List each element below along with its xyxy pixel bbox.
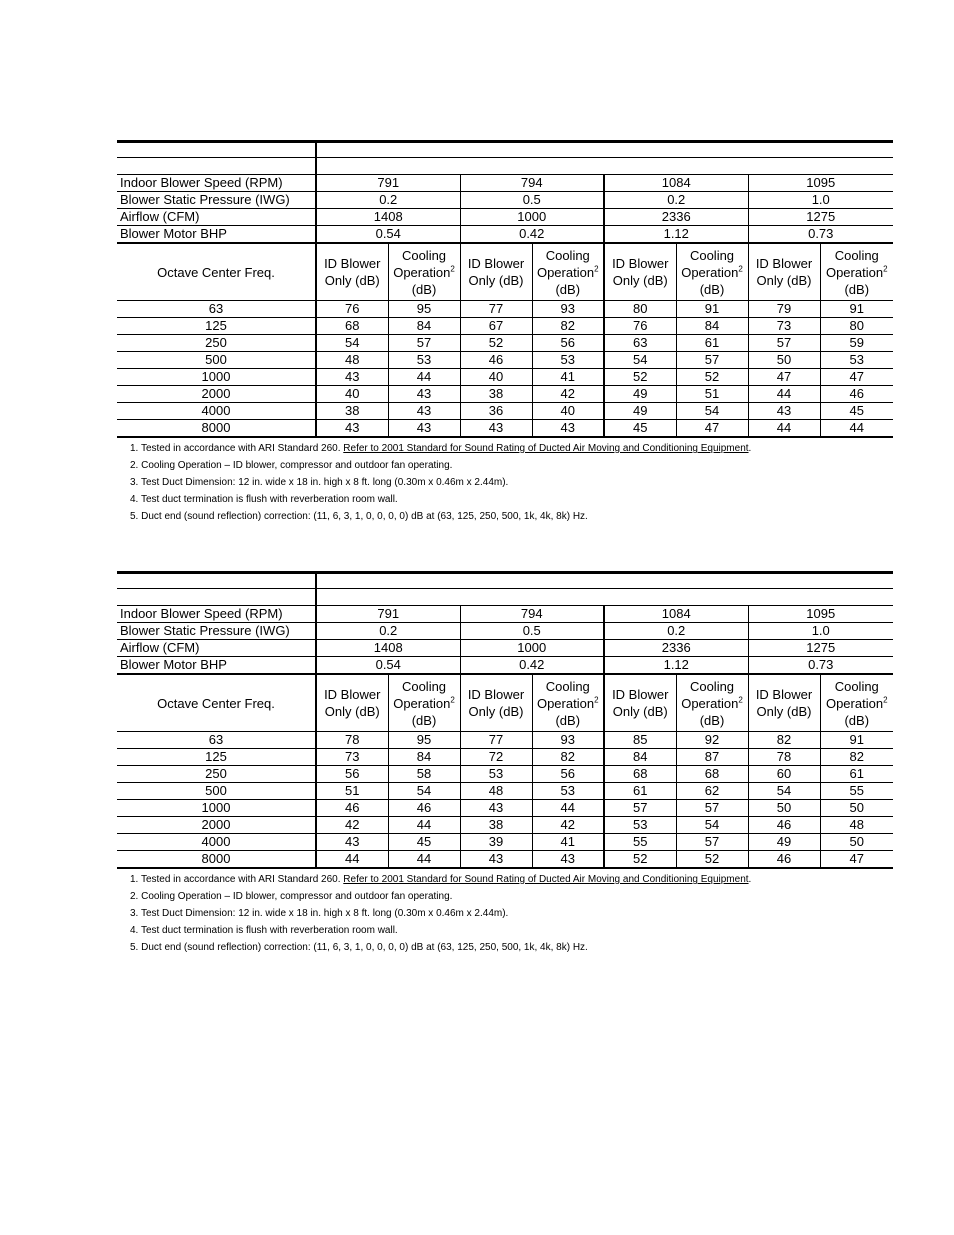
- sound-level-value: 78: [316, 732, 388, 749]
- info-value: 2336: [604, 209, 748, 226]
- sound-level-value: 93: [532, 301, 604, 318]
- blank-cell: [316, 589, 893, 606]
- id-blower-only-header: ID Blower Only (dB): [460, 243, 532, 301]
- info-value: 1095: [748, 606, 893, 623]
- id-blower-only-header: ID Blower Only (dB): [460, 674, 532, 732]
- sound-level-value: 68: [604, 766, 676, 783]
- sound-table-2: [117, 571, 893, 869]
- sound-level-value: 63: [604, 335, 676, 352]
- sound-level-value: 52: [676, 851, 748, 869]
- table-row: [117, 403, 893, 420]
- sound-level-value: 53: [532, 352, 604, 369]
- sound-level-value: 73: [316, 749, 388, 766]
- sound-level-value: 46: [748, 817, 820, 834]
- table-row: [117, 783, 893, 800]
- sound-level-value: 51: [316, 783, 388, 800]
- sound-level-value: 45: [604, 420, 676, 438]
- sound-level-value: 54: [388, 783, 460, 800]
- info-value: 0.5: [460, 623, 604, 640]
- info-value: 0.42: [460, 657, 604, 675]
- note-3: 3. Test Duct Dimension: 12 in. wide x 18 in. high x 8 ft. long (0.30m x 0.46m x 2.44m).: [130, 477, 509, 488]
- sound-level-value: 57: [676, 834, 748, 851]
- info-value: 0.54: [316, 226, 460, 244]
- sound-level-value: 40: [460, 369, 532, 386]
- sound-level-value: 44: [388, 851, 460, 869]
- info-row: [117, 192, 893, 209]
- info-value: 0.54: [316, 657, 460, 675]
- sound-table-2-block: [117, 571, 893, 956]
- sound-level-value: 44: [532, 800, 604, 817]
- sound-level-value: 47: [676, 420, 748, 438]
- sound-level-value: 50: [748, 352, 820, 369]
- sound-level-value: 52: [676, 369, 748, 386]
- standard-reference-link[interactable]: Refer to 2001 Standard for Sound Rating of Ducted Air Moving and Conditioning Equipment: [343, 874, 749, 885]
- note-4: 4. Test duct termination is flush with reverberation room wall.: [130, 925, 398, 936]
- sound-level-value: 53: [460, 766, 532, 783]
- sound-level-value: 57: [388, 335, 460, 352]
- info-value: 0.5: [460, 192, 604, 209]
- sound-level-value: 76: [604, 318, 676, 335]
- table-row: [117, 749, 893, 766]
- sound-level-value: 55: [604, 834, 676, 851]
- sound-level-value: 82: [748, 732, 820, 749]
- sound-level-value: 43: [316, 420, 388, 438]
- octave-frequency: 1000: [117, 800, 316, 817]
- sound-level-value: 42: [316, 817, 388, 834]
- sound-level-value: 77: [460, 301, 532, 318]
- sound-level-value: 51: [676, 386, 748, 403]
- sound-level-value: 36: [460, 403, 532, 420]
- sound-level-value: 45: [388, 834, 460, 851]
- table-row: [117, 732, 893, 749]
- sound-level-value: 82: [532, 318, 604, 335]
- sound-level-value: 82: [820, 749, 893, 766]
- cooling-operation-header: Cooling Operation$^2$ (dB): [388, 243, 460, 301]
- sound-level-value: 49: [604, 403, 676, 420]
- sound-level-value: 57: [748, 335, 820, 352]
- info-label: Blower Motor BHP: [117, 657, 316, 675]
- sound-level-value: 55: [820, 783, 893, 800]
- sound-level-value: 47: [748, 369, 820, 386]
- cooling-operation-header: Cooling Operation$^2$ (dB): [532, 674, 604, 732]
- table-row: [117, 851, 893, 869]
- sound-data-table: [117, 571, 893, 869]
- octave-frequency: 125: [117, 749, 316, 766]
- info-row: [117, 226, 893, 244]
- info-value: 1.0: [748, 623, 893, 640]
- info-label: Blower Motor BHP: [117, 226, 316, 244]
- id-blower-only-header: ID Blower Only (dB): [316, 674, 388, 732]
- sound-level-value: 43: [388, 386, 460, 403]
- sound-level-value: 82: [532, 749, 604, 766]
- info-value: 1.12: [604, 226, 748, 244]
- sound-level-value: 52: [604, 369, 676, 386]
- sound-level-value: 76: [316, 301, 388, 318]
- sound-level-value: 84: [388, 749, 460, 766]
- octave-frequency: 250: [117, 766, 316, 783]
- id-blower-only-header: ID Blower Only (dB): [604, 243, 676, 301]
- table-row: [117, 817, 893, 834]
- info-row: [117, 175, 893, 192]
- standard-reference-link[interactable]: Refer to 2001 Standard for Sound Rating of Ducted Air Moving and Conditioning Equipment: [343, 443, 749, 454]
- sound-level-value: 44: [388, 817, 460, 834]
- sound-level-value: 95: [388, 732, 460, 749]
- octave-frequency: 4000: [117, 403, 316, 420]
- sound-level-value: 45: [820, 403, 893, 420]
- sound-level-value: 46: [316, 800, 388, 817]
- sound-level-value: 84: [676, 318, 748, 335]
- table-row: [117, 352, 893, 369]
- octave-frequency: 4000: [117, 834, 316, 851]
- sound-level-value: 43: [460, 420, 532, 438]
- sound-level-value: 92: [676, 732, 748, 749]
- sound-level-value: 93: [532, 732, 604, 749]
- id-blower-only-header: ID Blower Only (dB): [748, 674, 820, 732]
- table-row: [117, 318, 893, 335]
- info-row: [117, 623, 893, 640]
- column-header-row: [117, 674, 893, 732]
- info-label: Indoor Blower Speed (RPM): [117, 175, 316, 192]
- sound-level-value: 41: [532, 369, 604, 386]
- cooling-operation-header: Cooling Operation$^2$ (dB): [820, 243, 893, 301]
- blank-cell: [316, 573, 893, 589]
- octave-frequency: 63: [117, 732, 316, 749]
- info-label: Blower Static Pressure (IWG): [117, 623, 316, 640]
- info-value: 2336: [604, 640, 748, 657]
- octave-frequency: 2000: [117, 386, 316, 403]
- info-value: 0.2: [316, 623, 460, 640]
- sound-level-value: 72: [460, 749, 532, 766]
- sound-level-value: 46: [460, 352, 532, 369]
- sound-level-value: 53: [604, 817, 676, 834]
- column-header-row: [117, 243, 893, 301]
- sound-level-value: 43: [748, 403, 820, 420]
- sound-level-value: 49: [748, 834, 820, 851]
- info-value: 1275: [748, 640, 893, 657]
- sound-level-value: 44: [748, 420, 820, 438]
- info-value: 0.2: [316, 192, 460, 209]
- note-1: 1. Tested in accordance with ARI Standard 260. Refer to 2001 Standard for Sound Rating of Ducted Air Moving and Conditioning Equipment.: [130, 443, 752, 454]
- info-value: 1084: [604, 175, 748, 192]
- sound-level-value: 84: [388, 318, 460, 335]
- sound-level-value: 50: [820, 834, 893, 851]
- table-row: [117, 420, 893, 438]
- octave-center-freq-header: Octave Center Freq.: [117, 674, 316, 732]
- cooling-operation-header: Cooling Operation$^2$ (dB): [388, 674, 460, 732]
- sound-level-value: 47: [820, 851, 893, 869]
- sound-level-value: 40: [316, 386, 388, 403]
- sound-level-value: 77: [460, 732, 532, 749]
- id-blower-only-header: ID Blower Only (dB): [604, 674, 676, 732]
- table-2-notes: [130, 871, 893, 956]
- sound-level-value: 48: [820, 817, 893, 834]
- info-value: 791: [316, 606, 460, 623]
- blank-cell: [316, 142, 893, 158]
- table-row: [117, 766, 893, 783]
- sound-level-value: 44: [316, 851, 388, 869]
- info-value: 1095: [748, 175, 893, 192]
- sound-level-value: 43: [316, 834, 388, 851]
- info-label: Indoor Blower Speed (RPM): [117, 606, 316, 623]
- sound-level-value: 54: [604, 352, 676, 369]
- sound-level-value: 40: [532, 403, 604, 420]
- octave-frequency: 8000: [117, 851, 316, 869]
- sound-level-value: 80: [604, 301, 676, 318]
- sound-level-value: 48: [460, 783, 532, 800]
- sound-level-value: 95: [388, 301, 460, 318]
- sound-level-value: 91: [820, 301, 893, 318]
- info-value: 1.12: [604, 657, 748, 675]
- info-value: 1275: [748, 209, 893, 226]
- sound-level-value: 57: [676, 352, 748, 369]
- info-value: 1000: [460, 209, 604, 226]
- sound-level-value: 43: [460, 851, 532, 869]
- sound-level-value: 43: [532, 420, 604, 438]
- octave-frequency: 250: [117, 335, 316, 352]
- table-row: [117, 386, 893, 403]
- info-value: 1.0: [748, 192, 893, 209]
- sound-level-value: 43: [316, 369, 388, 386]
- sound-level-value: 54: [748, 783, 820, 800]
- blank-cell: [117, 158, 316, 175]
- note-2: 2. Cooling Operation – ID blower, compressor and outdoor fan operating.: [130, 460, 453, 471]
- sound-level-value: 79: [748, 301, 820, 318]
- octave-frequency: 500: [117, 352, 316, 369]
- sound-level-value: 44: [388, 369, 460, 386]
- sound-level-value: 78: [748, 749, 820, 766]
- sound-level-value: 54: [316, 335, 388, 352]
- sound-level-value: 43: [388, 420, 460, 438]
- octave-frequency: 63: [117, 301, 316, 318]
- sound-level-value: 61: [676, 335, 748, 352]
- octave-center-freq-header: Octave Center Freq.: [117, 243, 316, 301]
- octave-frequency: 125: [117, 318, 316, 335]
- sound-level-value: 38: [460, 386, 532, 403]
- info-row: [117, 209, 893, 226]
- sound-level-value: 50: [748, 800, 820, 817]
- sound-level-value: 57: [676, 800, 748, 817]
- sound-table-1-block: [117, 140, 893, 525]
- sound-level-value: 43: [532, 851, 604, 869]
- sound-level-value: 87: [676, 749, 748, 766]
- sound-level-value: 68: [676, 766, 748, 783]
- table-row: [117, 369, 893, 386]
- sound-level-value: 56: [532, 766, 604, 783]
- sound-level-value: 67: [460, 318, 532, 335]
- sound-level-value: 62: [676, 783, 748, 800]
- sound-level-value: 46: [748, 851, 820, 869]
- cooling-operation-header: Cooling Operation$^2$ (dB): [676, 243, 748, 301]
- sound-level-value: 91: [820, 732, 893, 749]
- sound-level-value: 80: [820, 318, 893, 335]
- info-value: 0.73: [748, 226, 893, 244]
- octave-frequency: 500: [117, 783, 316, 800]
- table-1-notes: [130, 440, 893, 525]
- sound-level-value: 49: [604, 386, 676, 403]
- sound-level-value: 91: [676, 301, 748, 318]
- sound-level-value: 38: [316, 403, 388, 420]
- sound-level-value: 53: [532, 783, 604, 800]
- blank-cell: [117, 573, 316, 589]
- info-value: 794: [460, 175, 604, 192]
- sound-level-value: 56: [316, 766, 388, 783]
- info-value: 1000: [460, 640, 604, 657]
- table-row: [117, 834, 893, 851]
- sound-level-value: 59: [820, 335, 893, 352]
- note-4: 4. Test duct termination is flush with reverberation room wall.: [130, 494, 398, 505]
- sound-level-value: 53: [820, 352, 893, 369]
- info-value: 0.42: [460, 226, 604, 244]
- sound-level-value: 56: [532, 335, 604, 352]
- sound-level-value: 46: [388, 800, 460, 817]
- info-value: 0.2: [604, 623, 748, 640]
- sound-level-value: 39: [460, 834, 532, 851]
- sound-level-value: 57: [604, 800, 676, 817]
- sound-level-value: 41: [532, 834, 604, 851]
- sound-level-value: 44: [820, 420, 893, 438]
- info-value: 791: [316, 175, 460, 192]
- blank-cell: [316, 158, 893, 175]
- id-blower-only-header: ID Blower Only (dB): [748, 243, 820, 301]
- cooling-operation-header: Cooling Operation$^2$ (dB): [676, 674, 748, 732]
- octave-frequency: 2000: [117, 817, 316, 834]
- sound-level-value: 61: [604, 783, 676, 800]
- sound-level-value: 53: [388, 352, 460, 369]
- sound-level-value: 52: [604, 851, 676, 869]
- sound-table-1: [117, 140, 893, 438]
- sound-level-value: 61: [820, 766, 893, 783]
- info-row: [117, 640, 893, 657]
- sound-level-value: 85: [604, 732, 676, 749]
- note-5: 5. Duct end (sound reflection) correction: (11, 6, 3, 1, 0, 0, 0, 0) dB at (63, 125, 250, 500, 1k, 4k, 8k) Hz.: [130, 511, 588, 522]
- sound-level-value: 38: [460, 817, 532, 834]
- info-value: 0.73: [748, 657, 893, 675]
- sound-level-value: 43: [388, 403, 460, 420]
- note-1: 1. Tested in accordance with ARI Standard 260. Refer to 2001 Standard for Sound Rating of Ducted Air Moving and Conditioning Equipment.: [130, 874, 752, 885]
- sound-level-value: 73: [748, 318, 820, 335]
- sound-level-value: 84: [604, 749, 676, 766]
- table-row: [117, 800, 893, 817]
- cooling-operation-header: Cooling Operation$^2$ (dB): [820, 674, 893, 732]
- info-value: 1408: [316, 640, 460, 657]
- sound-level-value: 44: [748, 386, 820, 403]
- octave-frequency: 1000: [117, 369, 316, 386]
- octave-frequency: 8000: [117, 420, 316, 438]
- sound-level-value: 58: [388, 766, 460, 783]
- sound-level-value: 68: [316, 318, 388, 335]
- cooling-operation-header: Cooling Operation$^2$ (dB): [532, 243, 604, 301]
- info-label: Blower Static Pressure (IWG): [117, 192, 316, 209]
- sound-level-value: 54: [676, 817, 748, 834]
- info-label: Airflow (CFM): [117, 640, 316, 657]
- sound-level-value: 46: [820, 386, 893, 403]
- blank-cell: [117, 589, 316, 606]
- table-row: [117, 335, 893, 352]
- info-row: [117, 606, 893, 623]
- table-row: [117, 301, 893, 318]
- sound-level-value: 42: [532, 817, 604, 834]
- sound-level-value: 47: [820, 369, 893, 386]
- info-value: 1084: [604, 606, 748, 623]
- note-2: 2. Cooling Operation – ID blower, compressor and outdoor fan operating.: [130, 891, 453, 902]
- sound-level-value: 42: [532, 386, 604, 403]
- info-label: Airflow (CFM): [117, 209, 316, 226]
- note-3: 3. Test Duct Dimension: 12 in. wide x 18 in. high x 8 ft. long (0.30m x 0.46m x 2.44m).: [130, 908, 509, 919]
- info-row: [117, 657, 893, 675]
- sound-level-value: 48: [316, 352, 388, 369]
- sound-level-value: 43: [460, 800, 532, 817]
- sound-level-value: 54: [676, 403, 748, 420]
- sound-data-table: [117, 140, 893, 438]
- blank-cell: [117, 142, 316, 158]
- note-5: 5. Duct end (sound reflection) correction: (11, 6, 3, 1, 0, 0, 0, 0) dB at (63, 125, 250, 500, 1k, 4k, 8k) Hz.: [130, 942, 588, 953]
- sound-level-value: 52: [460, 335, 532, 352]
- sound-level-value: 50: [820, 800, 893, 817]
- info-value: 1408: [316, 209, 460, 226]
- sound-level-value: 60: [748, 766, 820, 783]
- info-value: 0.2: [604, 192, 748, 209]
- id-blower-only-header: ID Blower Only (dB): [316, 243, 388, 301]
- info-value: 794: [460, 606, 604, 623]
